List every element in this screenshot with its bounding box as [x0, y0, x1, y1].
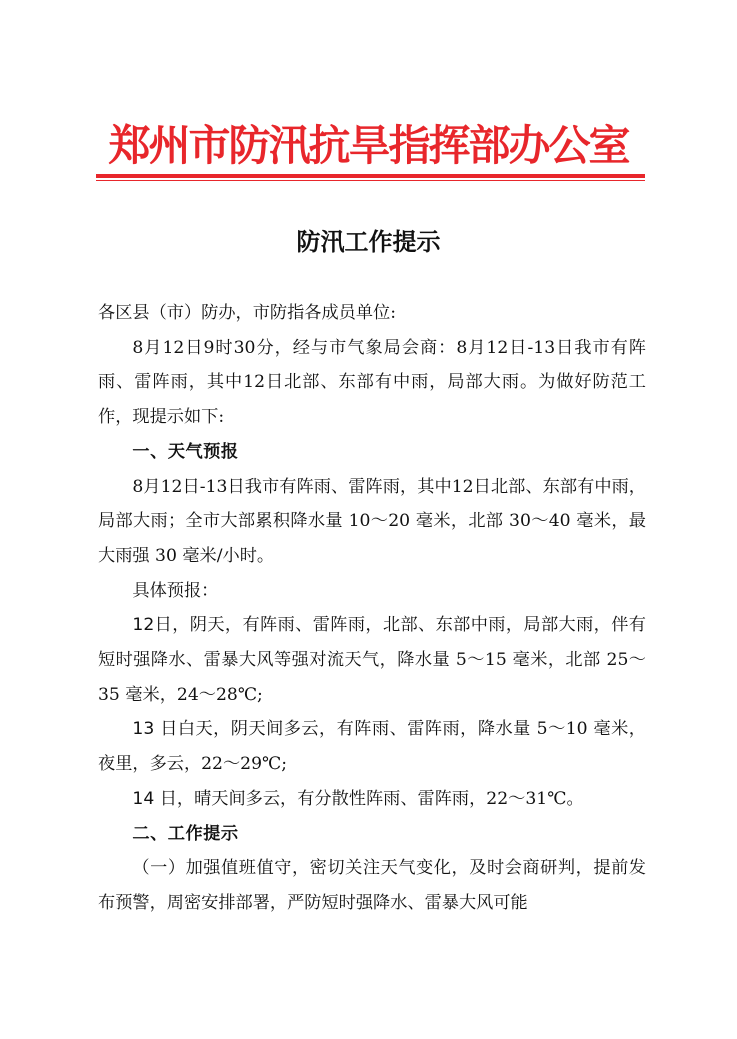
forecast-text: 日，晴天间多云，有分散性阵雨、雷阵雨，22～31℃。	[154, 788, 584, 809]
section-heading-weather: 一、天气预报	[132, 441, 239, 462]
letterhead	[0, 118, 737, 174]
forecast-day-number: 14	[132, 788, 155, 809]
forecast-day-14	[98, 782, 646, 817]
forecast-day-12	[98, 608, 646, 712]
forecast-text: 日白天，阴天间多云，有阵雨、雷阵雨，降水量 5～10 毫米，夜里，多云，22～29℃;	[98, 719, 646, 775]
section-heading-work: 二、工作提示	[132, 823, 239, 844]
intro-paragraph: 8月12日9时30分，经与市气象局会商：8月12日-13日我市有阵雨、雷阵雨，其中12日北部、东部有中雨，局部大雨。为做好防范工作，现提示如下:	[98, 337, 646, 428]
document-body	[98, 296, 646, 921]
detail-label: 具体预报：	[132, 580, 219, 601]
work-item-1: （一）加强值班值守，密切关注天气变化，及时会商研判，提前发布预警，周密安排部署，严防短时强降水、雷暴大风可能	[98, 858, 646, 913]
document-title: 防汛工作提示	[296, 227, 441, 256]
forecast-day-13	[98, 712, 646, 781]
forecast-day-number: 13	[132, 719, 155, 740]
forecast-text: 日，阴天，有阵雨、雷阵雨，北部、东部中雨，局部大雨，伴有短时强降水、雷暴大风等强对流天气，降水量 5～15 毫米，北部 25～35 毫米，24～28℃;	[98, 615, 646, 705]
forecast-day-number: 12	[132, 615, 155, 636]
weather-summary: 8月12日-13日我市有阵雨、雷阵雨，其中12日北部、东部有中雨，局部大雨；全市大部累积降水量 10～20 毫米，北部 30～40 毫米，最大雨强 30 毫米/小时。	[98, 476, 646, 566]
salutation: 各区县（市）防办，市防指各成员单位:	[98, 303, 396, 323]
org-title: 郑州市防汛抗旱指挥部办公室	[108, 121, 629, 170]
letterhead-rule-thin	[96, 180, 645, 181]
letterhead-rule-thick	[96, 174, 645, 178]
